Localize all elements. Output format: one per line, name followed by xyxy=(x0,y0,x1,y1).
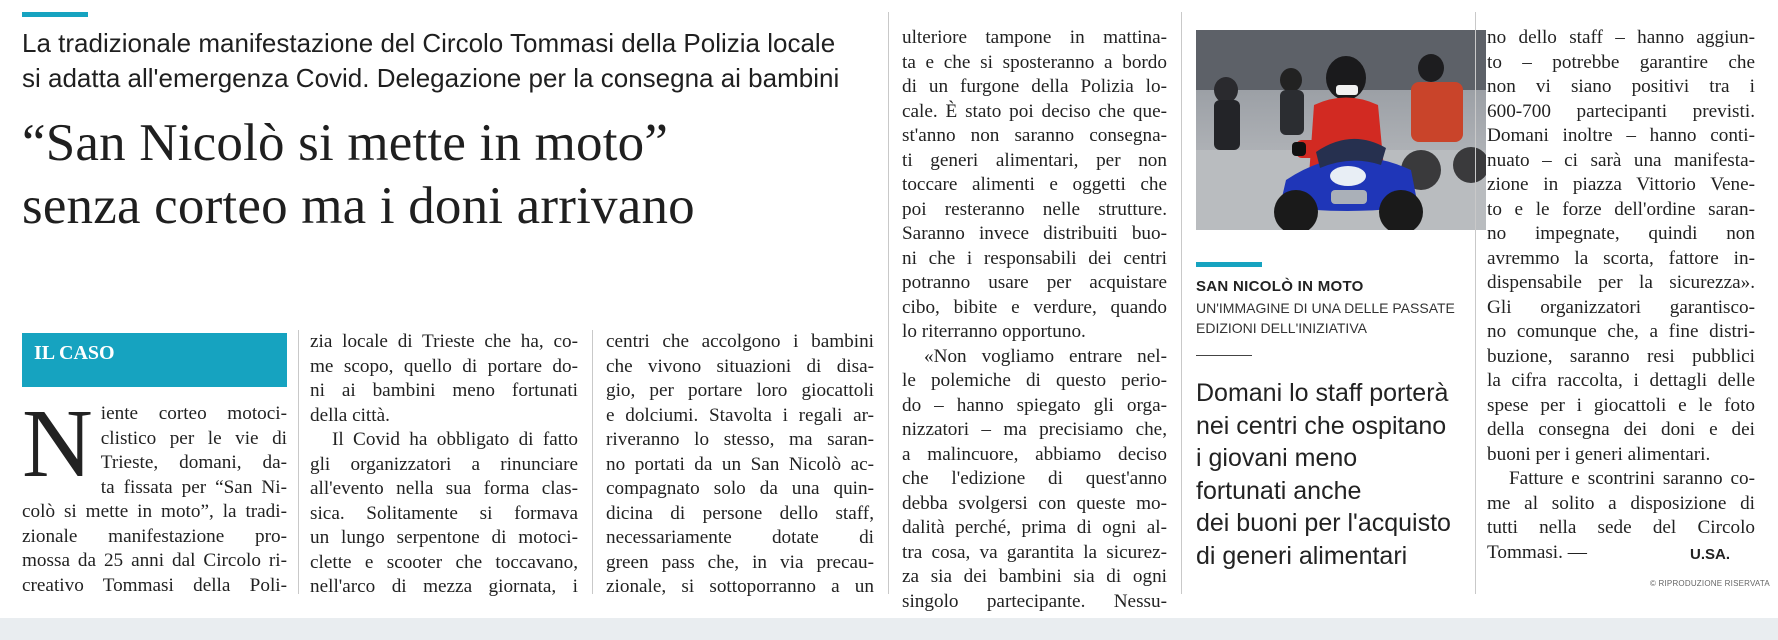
column-rule xyxy=(592,330,593,594)
body-line: spese per i giocattoli e le foto xyxy=(1487,394,1755,416)
body-line: che vivono situazioni di disa- xyxy=(606,355,874,377)
body-line: le polemiche di questo perio- xyxy=(902,370,1167,391)
headline xyxy=(22,112,902,238)
body-line: sica. Solitamente si formava xyxy=(310,502,578,524)
body-line: za sia dei bambini sia di ogni xyxy=(902,566,1167,587)
headline-line: senza corteo ma i doni arrivano xyxy=(22,177,695,235)
body-line: iente corteo motoci- xyxy=(100,403,287,424)
body-line: nizzatori – ma precisiamo che, xyxy=(902,419,1167,440)
column-rule xyxy=(298,330,299,594)
body-line: clistico per le vie di xyxy=(100,427,287,449)
body-line: potranno usare per acquistare xyxy=(902,272,1167,293)
body-line: green pass che, in via precau- xyxy=(606,551,874,573)
pullquote-line: Domani lo staff porterà xyxy=(1196,379,1449,407)
caption-line: UN'IMMAGINE DI UNA DELLE PASSATE xyxy=(1196,300,1455,316)
body-line: dispensabile per la sicurezza». xyxy=(1487,272,1755,293)
pullquote-line: di generi alimentari xyxy=(1196,541,1408,570)
body-line: buoni per i generi alimentari. xyxy=(1487,443,1711,465)
body-line: a malincuore, abbiamo deciso xyxy=(902,443,1167,465)
body-line: Saranno invece distribuiti buo- xyxy=(902,223,1167,244)
pullquote-line: i giovani meno xyxy=(1196,444,1358,472)
kicker-accent-bar xyxy=(22,12,88,17)
body-line: di un furgone della Polizia lo- xyxy=(902,76,1167,97)
body-line: do – hanno spiegato gli orga- xyxy=(902,394,1167,416)
body-column-4 xyxy=(902,26,1167,614)
photo-caption-title: SAN NICOLÒ IN MOTO xyxy=(1196,278,1364,295)
body-line: Gli organizzatori garantisco- xyxy=(1487,296,1755,318)
body-line: dicina di persone dello staff, xyxy=(606,502,874,524)
body-line: to – potrebbe garantire che xyxy=(1487,51,1755,73)
body-line: clette e scooter che toccavano, xyxy=(310,551,578,573)
headline-line: “San Nicolò si mette in moto” xyxy=(22,114,669,172)
column-rule xyxy=(1475,12,1476,594)
body-line: 600-700 partecipanti previsti. xyxy=(1487,100,1755,122)
drop-cap: N xyxy=(22,390,93,498)
kicker-line: La tradizionale manifestazione del Circolo Tommasi della Polizia locale xyxy=(22,28,836,58)
body-line: no dello staff – hanno aggiun- xyxy=(1487,27,1755,48)
body-line: toccare alimenti e oggetti che xyxy=(902,174,1167,195)
body-line: debba svolgersi con queste mo- xyxy=(902,492,1167,514)
body-line: «Non vogliamo entrare nel- xyxy=(924,345,1167,367)
pullquote xyxy=(1196,377,1496,572)
body-line: zionale, si sottoporranno a un xyxy=(606,576,874,597)
body-line: avremmo la scorta, fattore in- xyxy=(1487,247,1755,269)
body-line: riveranno lo stesso, ma saran- xyxy=(606,429,874,450)
body-line: singolo partecipante. Nessu- xyxy=(902,590,1167,612)
body-line: zia locale di Trieste che ha, co- xyxy=(310,331,578,352)
body-line: ni ai bambini meno fortunati xyxy=(310,380,578,401)
body-line: me scopo, quello di portare do- xyxy=(310,355,578,377)
caption-accent-bar xyxy=(1196,262,1262,267)
body-line: no portati da un San Nicolò ac- xyxy=(606,453,874,475)
body-line: lo riterranno opportuno. xyxy=(902,321,1086,342)
body-line: ulteriore tampone in mattina- xyxy=(902,27,1167,48)
body-line: gli organizzatori a rinunciare xyxy=(310,453,578,475)
body-column-1 xyxy=(22,390,287,598)
body-line: Trieste, domani, da- xyxy=(100,452,287,473)
body-line: gio, per portare loro giocattoli xyxy=(606,380,874,401)
kicker-line: si adatta all'emergenza Covid. Delegazione per la consegna ai bambini xyxy=(22,63,840,93)
body-line: zionale manifestazione pro- xyxy=(22,525,287,547)
photo-caption xyxy=(1196,298,1496,338)
body-line: zione in piazza Vittorio Vene- xyxy=(1487,174,1755,195)
pullquote-divider xyxy=(1196,355,1252,356)
body-column-3 xyxy=(606,330,874,600)
body-line: Domani inoltre – hanno conti- xyxy=(1487,125,1755,146)
body-column-6 xyxy=(1487,26,1755,565)
body-line: creativo Tommasi della Poli- xyxy=(22,574,287,596)
body-line: un lungo serpentone di motoci- xyxy=(310,527,578,548)
body-line: Il Covid ha obbligato di fatto xyxy=(332,429,578,450)
pullquote-line: nei centri che ospitano xyxy=(1196,411,1447,440)
body-line: Tommasi. — xyxy=(1487,541,1587,563)
body-line: la cifra raccolta, i dettagli delle xyxy=(1487,370,1755,391)
copyright-notice: © RIPRODUZIONE RISERVATA xyxy=(1650,579,1770,588)
body-line: st'anno non saranno consegna- xyxy=(902,125,1167,146)
body-line: no impegnate, quindi non xyxy=(1487,223,1755,244)
column-rule xyxy=(1181,12,1182,594)
body-line: ta e che si sposteranno a bordo xyxy=(902,51,1167,73)
body-line: compagnato solo da una quin- xyxy=(606,478,874,499)
body-line: tutti nella sede del Circolo xyxy=(1487,517,1755,538)
body-line: ti generi alimentari, per non xyxy=(902,149,1167,171)
section-tag: IL CASO xyxy=(22,333,287,387)
body-line: che l'edizione di quest'anno xyxy=(902,468,1167,489)
body-line: colò si mette in moto”, la tradi- xyxy=(22,501,287,522)
pullquote-line: dei buoni per l'acquisto xyxy=(1196,509,1451,537)
pullquote-line: fortunati anche xyxy=(1196,476,1362,505)
body-line: all'evento nella sua forma clas- xyxy=(310,478,578,499)
body-line: me al solito a disposizione di xyxy=(1487,492,1755,514)
caption-line: EDIZIONI DELL'INIZIATIVA xyxy=(1196,320,1367,336)
body-line: della consegna dei doni e dei xyxy=(1487,419,1755,440)
body-line: dalità perché, prima di ogni al- xyxy=(902,517,1167,538)
body-line: ni che i responsabili dei centri xyxy=(902,247,1167,269)
body-line: necessariamente dotate di xyxy=(606,527,874,548)
kicker xyxy=(22,26,882,96)
body-column-2 xyxy=(310,330,578,600)
photo-illustration xyxy=(1196,30,1486,230)
body-line: cale. È stato poi deciso che que- xyxy=(902,100,1167,122)
body-line: to e le forze dell'ordine saran- xyxy=(1487,198,1755,220)
body-line: non vi siano positivi tra i xyxy=(1487,76,1755,97)
column-rule xyxy=(888,12,889,594)
author-signature: U.SA. xyxy=(1690,546,1731,563)
body-line: Fatture e scontrini saranno co- xyxy=(1509,468,1755,489)
body-line: mossa da 25 anni dal Circolo ri- xyxy=(22,550,287,571)
body-line: nuato – ci sarà una manifesta- xyxy=(1487,149,1755,171)
body-line: della città. xyxy=(310,404,390,426)
body-line: e dolciumi. Stavolta i regali ar- xyxy=(606,404,874,426)
motorcycle-photo xyxy=(1196,30,1486,230)
body-line: no comunque che, a fine distri- xyxy=(1487,321,1755,342)
body-line: nell'arco di mezza giornata, i xyxy=(310,576,578,597)
body-line: tra cosa, va garantita la sicurez- xyxy=(902,541,1167,563)
body-line: buzione, saranno resi pubblici xyxy=(1487,345,1755,367)
body-line: centri che accolgono i bambini xyxy=(606,331,874,352)
body-line: cibo, bibite e verdure, quando xyxy=(902,296,1167,318)
body-line: poi resteranno nelle strutture. xyxy=(902,198,1167,220)
body-line: ta fissata per “San Ni- xyxy=(100,476,287,498)
